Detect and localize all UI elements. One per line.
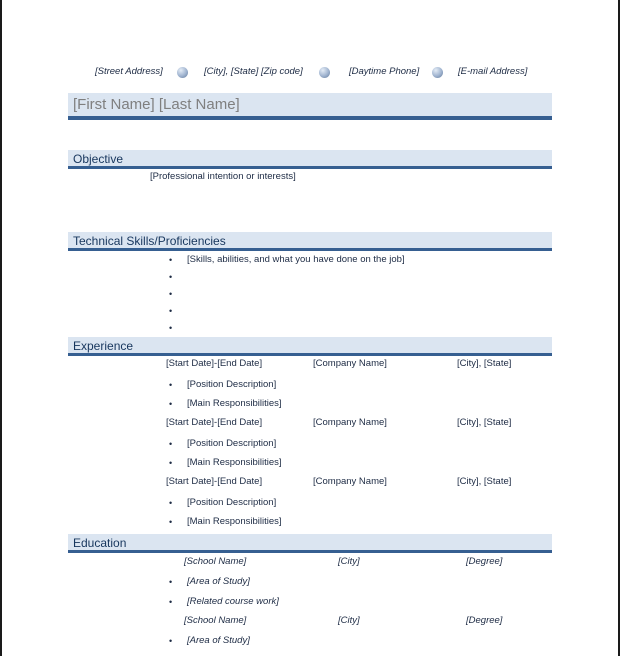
job-dates[interactable]: [Start Date]-[End Date]: [166, 358, 263, 369]
job-company[interactable]: [Company Name]: [313, 417, 387, 428]
contact-line: [68, 66, 552, 80]
bullet-icon: •: [169, 636, 173, 646]
job-responsibilities[interactable]: [Main Responsibilities]: [187, 516, 282, 527]
objective-header: [68, 150, 552, 166]
applicant-name[interactable]: [First Name] [Last Name]: [73, 96, 240, 113]
job-dates[interactable]: [Start Date]-[End Date]: [166, 476, 263, 487]
school-city[interactable]: [City]: [338, 615, 360, 626]
job-location[interactable]: [City], [State]: [457, 417, 512, 428]
job-position-description[interactable]: [Position Description]: [187, 497, 277, 508]
objective-text[interactable]: [Professional intention or interests]: [150, 171, 296, 182]
bullet-icon: •: [169, 458, 173, 468]
street-address[interactable]: [Street Address]: [95, 66, 163, 77]
related-coursework[interactable]: [Related course work]: [187, 596, 279, 607]
bullet-icon: •: [169, 498, 173, 508]
job-company[interactable]: [Company Name]: [313, 358, 387, 369]
education-heading: Education: [73, 536, 127, 550]
separator-dot-icon: [432, 67, 443, 78]
area-of-study[interactable]: [Area of Study]: [187, 635, 250, 646]
experience-heading: Experience: [73, 339, 134, 353]
job-location[interactable]: [City], [State]: [457, 358, 512, 369]
objective-heading: Objective: [73, 152, 124, 166]
school-degree[interactable]: [Degree]: [466, 615, 503, 626]
email-address[interactable]: [E-mail Address]: [458, 66, 528, 77]
name-rule: [68, 116, 552, 120]
bullet-icon: •: [169, 380, 173, 390]
daytime-phone[interactable]: [Daytime Phone]: [349, 66, 420, 77]
bullet-icon: •: [169, 255, 173, 265]
job-responsibilities[interactable]: [Main Responsibilities]: [187, 398, 282, 409]
separator-dot-icon: [319, 67, 330, 78]
bullet-icon: •: [169, 272, 173, 282]
job-company[interactable]: [Company Name]: [313, 476, 387, 487]
bullet-icon: •: [169, 517, 173, 527]
job-position-description[interactable]: [Position Description]: [187, 438, 277, 449]
bullet-icon: •: [169, 597, 173, 607]
school-degree[interactable]: [Degree]: [466, 556, 503, 567]
bullet-icon: •: [169, 323, 173, 333]
objective-rule: [68, 166, 552, 169]
education-header: [68, 534, 552, 550]
experience-rule: [68, 353, 552, 356]
skills-header: [68, 232, 552, 248]
separator-dot-icon: [177, 67, 188, 78]
city-state-zip[interactable]: [City], [State] [Zip code]: [204, 66, 303, 77]
education-rule: [68, 550, 552, 553]
bullet-icon: •: [169, 577, 173, 587]
skills-heading: Technical Skills/Proficiencies: [73, 234, 226, 248]
job-responsibilities[interactable]: [Main Responsibilities]: [187, 457, 282, 468]
school-name[interactable]: [School Name]: [184, 556, 247, 567]
bullet-icon: •: [169, 289, 173, 299]
job-dates[interactable]: [Start Date]-[End Date]: [166, 417, 263, 428]
area-of-study[interactable]: [Area of Study]: [187, 576, 250, 587]
skills-rule: [68, 248, 552, 251]
school-name[interactable]: [School Name]: [184, 615, 247, 626]
job-location[interactable]: [City], [State]: [457, 476, 512, 487]
job-position-description[interactable]: [Position Description]: [187, 379, 277, 390]
school-city[interactable]: [City]: [338, 556, 360, 567]
experience-header: [68, 337, 552, 353]
bullet-icon: •: [169, 399, 173, 409]
name-band: [68, 93, 552, 116]
page-edge-left: [0, 0, 2, 656]
bullet-icon: •: [169, 306, 173, 316]
bullet-icon: •: [169, 439, 173, 449]
skill-item[interactable]: [Skills, abilities, and what you have done on the job]: [187, 254, 405, 265]
